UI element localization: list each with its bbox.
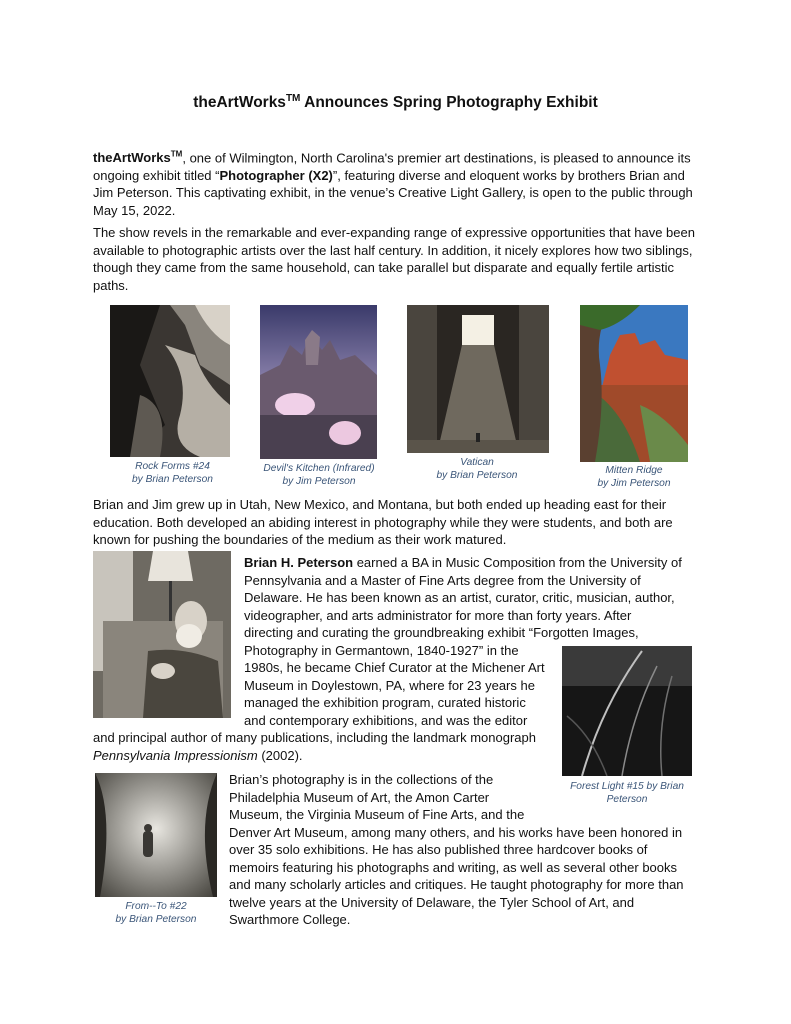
brian-collections-line: and many scholarly articles and critiques. He taught photography for more than [229, 877, 684, 892]
brian-collections-line: Philadelphia Museum of Art, the Amon Carter [229, 789, 490, 805]
brian-bio-line: managed the exhibition program, curated historic [244, 695, 526, 710]
brian-bio-line: Photography in Germantown, 1840-1927” in the [244, 642, 519, 658]
brian-collections-line: Denver Art Museum, among many others, and his works have been honored in [229, 824, 683, 840]
brian-bio-line: Delaware. He has been known as an artist, curator, critic, musician, author, [244, 590, 675, 605]
devils-kitchen-photo [260, 305, 377, 459]
brian-bio-line: Pennsylvania and a Master of Fine Arts degree from the University of [244, 572, 641, 588]
brian-portrait-photo [93, 551, 231, 718]
rock-forms-caption: Rock Forms #24 by Brian Peterson [132, 461, 213, 485]
intro-paragraph: theArtWorks™, one of Wilmington, North Carolina's premier art destinations, is pleased to announce its ongoing exhibit titled “Photographer (X2)”, featuring diverse and eloquent works by brothers Brian and Jim Peterson. This captivating exhibit, in the venue’s Creative Light Gallery, is open to the public through May 15, 2022. [93, 150, 693, 218]
mitten-ridge-caption: Mitten Ridge by Jim Peterson [597, 465, 671, 489]
from-to-photo [95, 773, 217, 897]
rock-forms-photo [110, 305, 230, 457]
brian-collections-line: Swarthmore College. [229, 912, 351, 927]
vatican-caption: Vatican by Brian Peterson [436, 457, 518, 481]
brian-bio-line: Pennsylvania Impressionism (2002). [93, 747, 303, 763]
forest-light-caption: Forest Light #15 by Brian Peterson [570, 781, 684, 805]
background-paragraph: Brian and Jim grew up in Utah, New Mexico, and Montana, but both ended up heading east for their education. Both developed an abiding interest in photography while they were students, and both are known for pushing the boundaries of the medium as their work matured. [93, 497, 673, 547]
forest-light-photo [562, 646, 692, 776]
brian-bio-line: Brian H. Peterson earned a BA in Music Composition from the University of [244, 555, 682, 570]
brian-bio-line: Museum in Doylestown, PA, where for 23 years he [244, 677, 535, 693]
brian-collections-line: over 35 solo exhibitions. He has also published three hardcover books of [229, 842, 648, 857]
brian-bio-line: directing and curating the groundbreaking exhibit “Forgotten Images, [244, 625, 639, 640]
page-title: theArtWorks™ Announces Spring Photography Exhibit [193, 93, 598, 112]
brian-bio-line: videographer, and arts administrator for more than forty years. After [244, 607, 632, 623]
show-paragraph: The show revels in the remarkable and ever-expanding range of expressive opportunities that have been available to photographic artists over the last half century. In addition, it nicely explores how two siblings, though they came from the same household, can take parallel but disparate and equally fertile artistic paths. [93, 225, 695, 293]
vatican-photo [407, 305, 549, 453]
brian-bio-line: and principal author of many publications, including the landmark monograph [93, 730, 536, 745]
brian-bio-line: 1980s, he became Chief Curator at the Michener Art [244, 660, 545, 675]
brian-collections-line: twelve years at the University of Delaware, the Tyler School of Art, and [229, 894, 635, 910]
mitten-ridge-photo [580, 305, 688, 462]
devils-kitchen-caption: Devil's Kitchen (Infrared) by Jim Peterson [263, 463, 375, 487]
from-to-caption: From--To #22 by Brian Peterson [115, 901, 197, 925]
brian-collections-line: memoirs featuring his photographs and writing, as well as several other books [229, 859, 678, 875]
brian-collections-line: Museum, the Virginia Museum of Fine Arts, and the [229, 807, 525, 822]
brian-bio-line: and contemporary exhibitions, and was the editor [244, 712, 528, 728]
brian-collections-line: Brian’s photography is in the collections of the [229, 772, 494, 787]
